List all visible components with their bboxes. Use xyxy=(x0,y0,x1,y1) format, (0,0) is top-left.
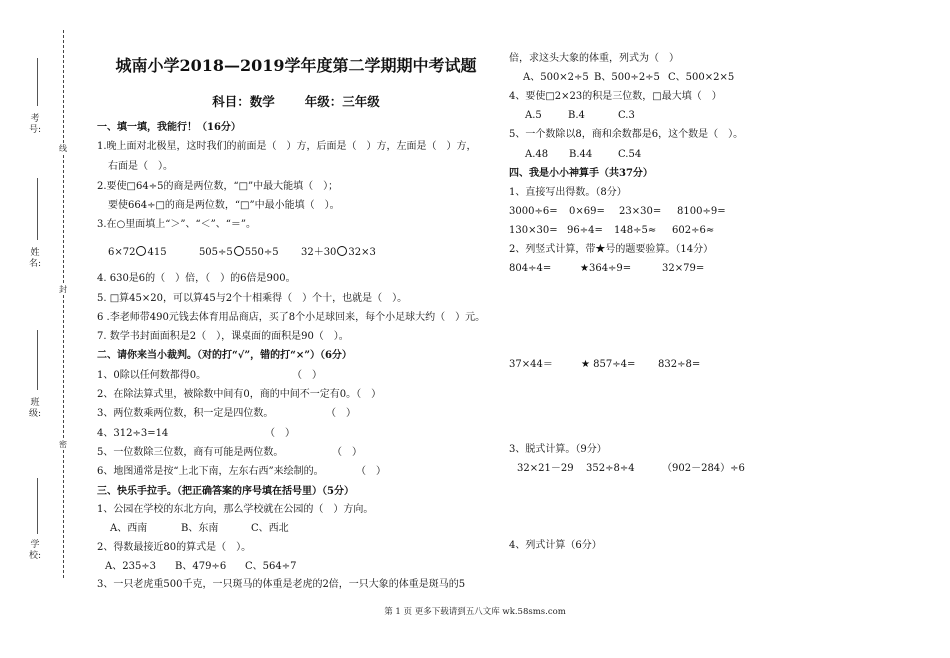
name-line xyxy=(37,178,38,240)
choice-4-option-c: C.3 xyxy=(618,110,635,121)
judge-4-paren[interactable]: （ ） xyxy=(265,428,295,439)
choice-5-option-c: C.54 xyxy=(618,149,642,160)
mental-calc-item: 602÷6≈ xyxy=(672,225,715,236)
choice-3-option-b: B、500÷2÷5 xyxy=(594,72,660,83)
step-calc-item: 32×21－29 xyxy=(517,463,574,474)
q1-line-b: 右面是（ ）。 xyxy=(108,161,173,172)
choice-2-option-a: A、235÷3 xyxy=(105,561,157,572)
choice-2: 2、得数最接近80的算式是（ ）。 xyxy=(97,542,252,553)
mental-calc-item: 8100÷9= xyxy=(677,206,726,217)
compare-circle-icon[interactable] xyxy=(234,246,244,256)
mental-calc-item: 148÷5≈ xyxy=(614,225,657,236)
judge-6-paren[interactable]: （ ） xyxy=(356,466,386,477)
q2-line-a: 2.要使□64÷5的商是两位数，“□”中最大能填（ ）； xyxy=(97,181,339,192)
section-3-heading: 三、快乐手拉手。（把正确答案的序号填在括号里）（5分） xyxy=(97,486,354,497)
seal-mark-xian: 线 xyxy=(56,144,70,154)
choice-3-line-b: 倍，求这头大象的体重，列式为（ ） xyxy=(509,53,679,64)
choice-4-option-b: B.4 xyxy=(568,110,585,121)
part-4-heading: 4、列式计算（6分） xyxy=(509,540,602,551)
judge-5-paren[interactable]: （ ） xyxy=(332,447,362,458)
vertical-calc-item: 32×79= xyxy=(662,263,705,274)
judge-6: 6、地图通常是按“上北下南，左东右西”来绘制的。 xyxy=(97,466,324,477)
class-label: 班级: xyxy=(28,398,42,419)
q3-expr2-left: 505÷5 xyxy=(198,247,233,258)
exam-number-line xyxy=(37,58,38,106)
q3-expr1-right: 415 xyxy=(147,247,167,258)
section-1-heading: 一、填一填，我能行！（16分） xyxy=(97,122,241,133)
q7-line: 7. 数学书封面面积是2（ ），课桌面的面积是90（ ）。 xyxy=(97,331,349,342)
choice-5-option-a: A.48 xyxy=(525,149,549,160)
subject-label: 科目：数学 xyxy=(212,94,275,109)
choice-3-option-c: C、500×2×5 xyxy=(668,72,735,83)
judge-1: 1、0除以任何数都得0。 xyxy=(97,370,207,381)
grade-label: 年级：三年级 xyxy=(304,94,380,109)
part-3-heading: 3、脱式计算。（9分） xyxy=(509,444,607,455)
choice-5-option-b: B.44 xyxy=(569,149,593,160)
judge-2: 2、在除法算式里，被除数中间有0，商的中间不一定有0。（ ） xyxy=(97,389,382,400)
mental-calc-item: 23×30= xyxy=(619,206,662,217)
mental-calc-item: 130×30= xyxy=(509,225,558,236)
q1-line-a: 1.晚上面对北极星，这时我们的前面是（ ）方，后面是（ ）方，左面是（ ）方， xyxy=(97,141,477,152)
binding-dashed-line xyxy=(63,30,64,578)
judge-5: 5、一位数除三位数，商有可能是两位数。 xyxy=(97,447,284,458)
seal-mark-feng: 封 xyxy=(56,285,70,295)
page-footer: 第 1 页 更多下载请到五八文库 wk.58sms.com xyxy=(384,607,566,617)
choice-1-option-a: A、西南 xyxy=(110,523,148,534)
mental-calc-item: 96÷4= xyxy=(567,225,603,236)
judge-1-paren[interactable]: （ ） xyxy=(292,370,322,381)
q3-expr3-left: 32＋30 xyxy=(300,247,337,258)
q4-line: 4. 630是6的（ ）倍，（ ）的6倍是900。 xyxy=(97,273,296,284)
exam-subtitle xyxy=(96,92,496,110)
choice-2-option-b: B、479÷6 xyxy=(175,561,227,572)
mental-calc-item: 0×69= xyxy=(569,206,605,217)
step-calc-item: 352÷8÷4 xyxy=(586,463,635,474)
section-4-heading: 四、我是小小神算手（共37分） xyxy=(509,168,653,179)
q3-instruction: 3.在○里面填上“＞”、“＜”、“＝”。 xyxy=(97,219,256,230)
school-line xyxy=(37,478,38,534)
part-2-heading: 2、列竖式计算，带★号的题要验算。（14分） xyxy=(509,244,714,255)
q3-expressions xyxy=(108,246,376,259)
q3-expr2-right: 550÷5 xyxy=(244,247,279,258)
step-calc-item: （902－284）÷6 xyxy=(662,463,745,474)
choice-4: 4、要使□2×23的积是三位数，□最大填（ ） xyxy=(509,91,722,102)
q6-line: 6 .李老师带490元钱去体育用品商店，买了8个小足球回来，每个小足球大约（ ）元。 xyxy=(97,312,486,323)
q5-line: 5. □算45×20，可以算45与2个十相乘得（ ）个十，也就是（ ）。 xyxy=(97,293,408,304)
choice-3-line-a: 3、一只老虎重500千克，一只斑马的体重是老虎的2倍，一只大象的体重是斑马的5 xyxy=(97,579,466,590)
vertical-calc-item: ★ 857÷4= xyxy=(581,359,636,370)
class-line xyxy=(37,330,38,390)
judge-4: 4、312÷3=14 xyxy=(97,428,169,439)
q2-line-b: 要使664÷□的商是两位数，“□”中最小能填（ ）。 xyxy=(108,200,340,211)
compare-circle-icon[interactable] xyxy=(136,246,146,256)
choice-3-option-a: A、500×2÷5 xyxy=(523,72,589,83)
section-2-heading: 二、请你来当小裁判。（对的打“√”，错的打“×”）（6分） xyxy=(97,350,352,361)
vertical-calc-item: 37×44＝ xyxy=(509,359,553,370)
q3-expr3-right: 32×3 xyxy=(348,247,376,258)
compare-circle-icon[interactable] xyxy=(337,246,347,256)
choice-1: 1、公园在学校的东北方向，那么学校就在公园的（ ）方向。 xyxy=(97,504,374,515)
judge-3: 3、两位数乘两位数，积一定是四位数。 xyxy=(97,408,274,419)
choice-1-option-c: C、西北 xyxy=(251,523,289,534)
vertical-calc-item: ★364÷9= xyxy=(580,263,632,274)
school-label: 学校: xyxy=(28,540,42,561)
choice-4-option-a: A.5 xyxy=(525,110,542,121)
choice-5: 5、一个数除以8，商和余数都是6，这个数是（ ）。 xyxy=(509,129,744,140)
name-label: 姓名: xyxy=(28,248,42,269)
exam-number-label: 考号: xyxy=(28,114,42,135)
mental-calc-item: 3000÷6= xyxy=(509,206,558,217)
seal-mark-mi: 密 xyxy=(56,440,70,450)
vertical-calc-item: 804÷4= xyxy=(509,263,552,274)
judge-3-paren[interactable]: （ ） xyxy=(326,408,356,419)
vertical-calc-item: 832÷8= xyxy=(658,359,701,370)
part-1-heading: 1、直接写出得数。（8分） xyxy=(509,187,627,198)
choice-1-option-b: B、东南 xyxy=(181,523,219,534)
choice-2-option-c: C、564÷7 xyxy=(245,561,297,572)
q3-expr1-left: 6×72 xyxy=(108,247,136,258)
exam-title: 城南小学2018—2019学年度第二学期期中考试题 xyxy=(115,56,477,75)
